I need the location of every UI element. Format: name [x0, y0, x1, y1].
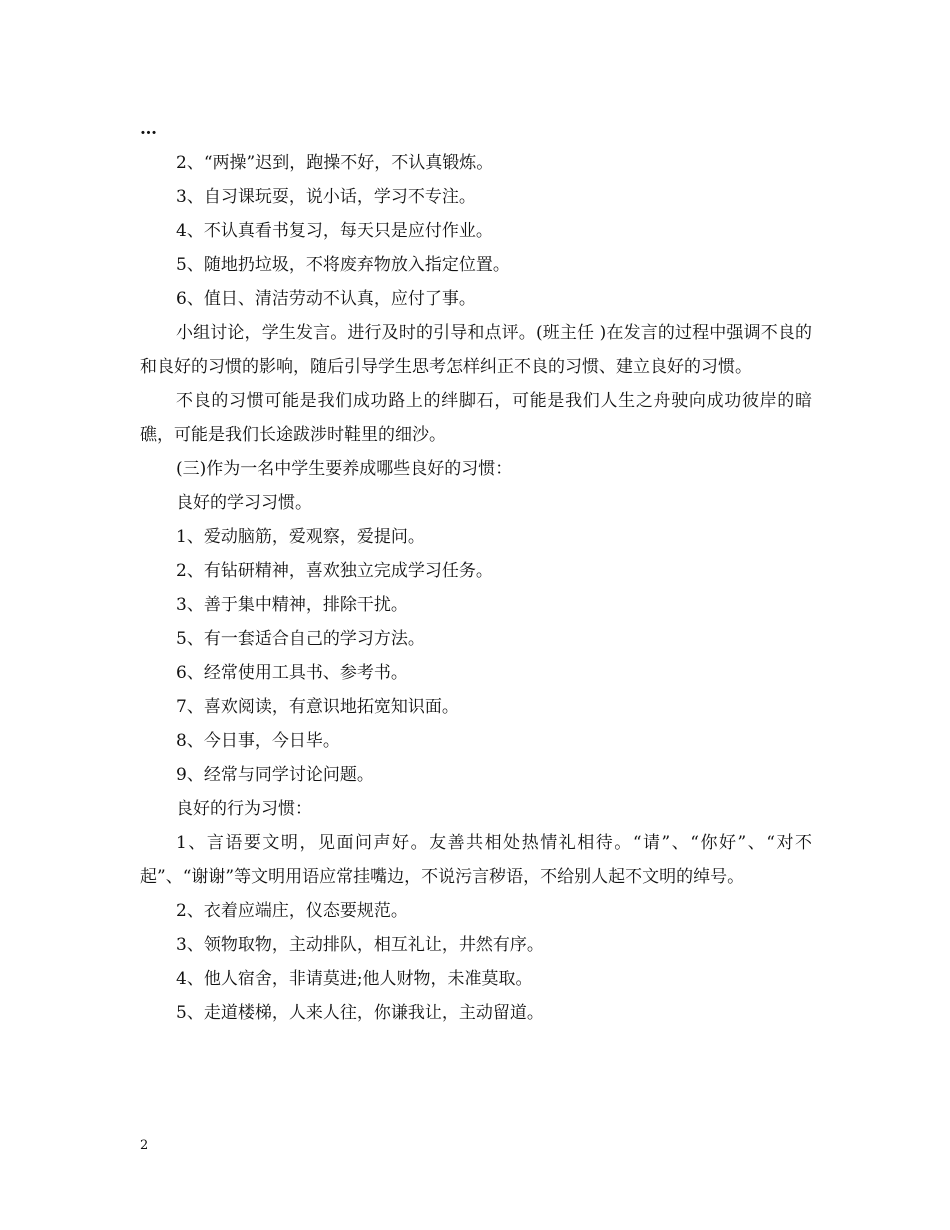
behavior-habits-heading: 良好的行为习惯： — [176, 799, 312, 819]
list-item: 2、衣着应端庄，仪态要规范。 — [176, 901, 408, 921]
document-body — [140, 112, 812, 1030]
list-item: 6、值日、清洁劳动不认真，应付了事。 — [176, 289, 476, 309]
discussion-paragraph: 小组讨论，学生发言。进行及时的引导和点评。(班主任 )在发言的过程中强调不良的和良好的习惯的影响，随后引导学生思考怎样纠正不良的习惯、建立良好的习惯。 — [140, 323, 812, 377]
list-item: 7、喜欢阅读，有意识地拓宽知识面。 — [176, 697, 459, 717]
page-number: 2 — [140, 1138, 149, 1153]
list-item: 1、言语要文明，见面问声好。友善共相处热情礼相待。“请”、“你好”、“对不起”、“谢谢”等文明用语应常挂嘴边，不说污言秽语，不给别人起不文明的绰号。 — [140, 833, 812, 887]
list-item: 9、经常与同学讨论问题。 — [176, 765, 374, 785]
study-habits-heading: 良好的学习习惯。 — [176, 493, 312, 513]
list-item: 5、有一套适合自己的学习方法。 — [176, 629, 425, 649]
section-heading: (三)作为一名中学生要养成哪些良好的习惯： — [176, 459, 513, 479]
list-item: 3、领物取物，主动排队，相互礼让，井然有序。 — [176, 935, 544, 955]
list-item: 2、“两操”迟到，跑操不好，不认真锻炼。 — [176, 153, 494, 173]
list-item: 8、今日事，今日毕。 — [176, 731, 340, 751]
list-item: 6、经常使用工具书、参考书。 — [176, 663, 408, 683]
continuation-ellipsis: … — [140, 119, 158, 139]
list-item: 1、爱动脑筋，爱观察，爱提问。 — [176, 527, 425, 547]
list-item: 5、走道楼梯，人来人往，你谦我让，主动留道。 — [176, 1003, 544, 1023]
list-item: 4、他人宿舍，非请莫进;他人财物，未准莫取。 — [176, 969, 533, 989]
list-item: 5、随地扔垃圾，不将废弃物放入指定位置。 — [176, 255, 510, 275]
list-item: 3、自习课玩耍，说小话，学习不专注。 — [176, 187, 476, 207]
bad-habits-paragraph: 不良的习惯可能是我们成功路上的绊脚石，可能是我们人生之舟驶向成功彼岸的暗礁，可能是我们长途跋涉时鞋里的细沙。 — [140, 391, 812, 445]
list-item: 3、善于集中精神，排除干扰。 — [176, 595, 408, 615]
list-item: 2、有钻研精神，喜欢独立完成学习任务。 — [176, 561, 493, 581]
list-item: 4、不认真看书复习，每天只是应付作业。 — [176, 221, 493, 241]
